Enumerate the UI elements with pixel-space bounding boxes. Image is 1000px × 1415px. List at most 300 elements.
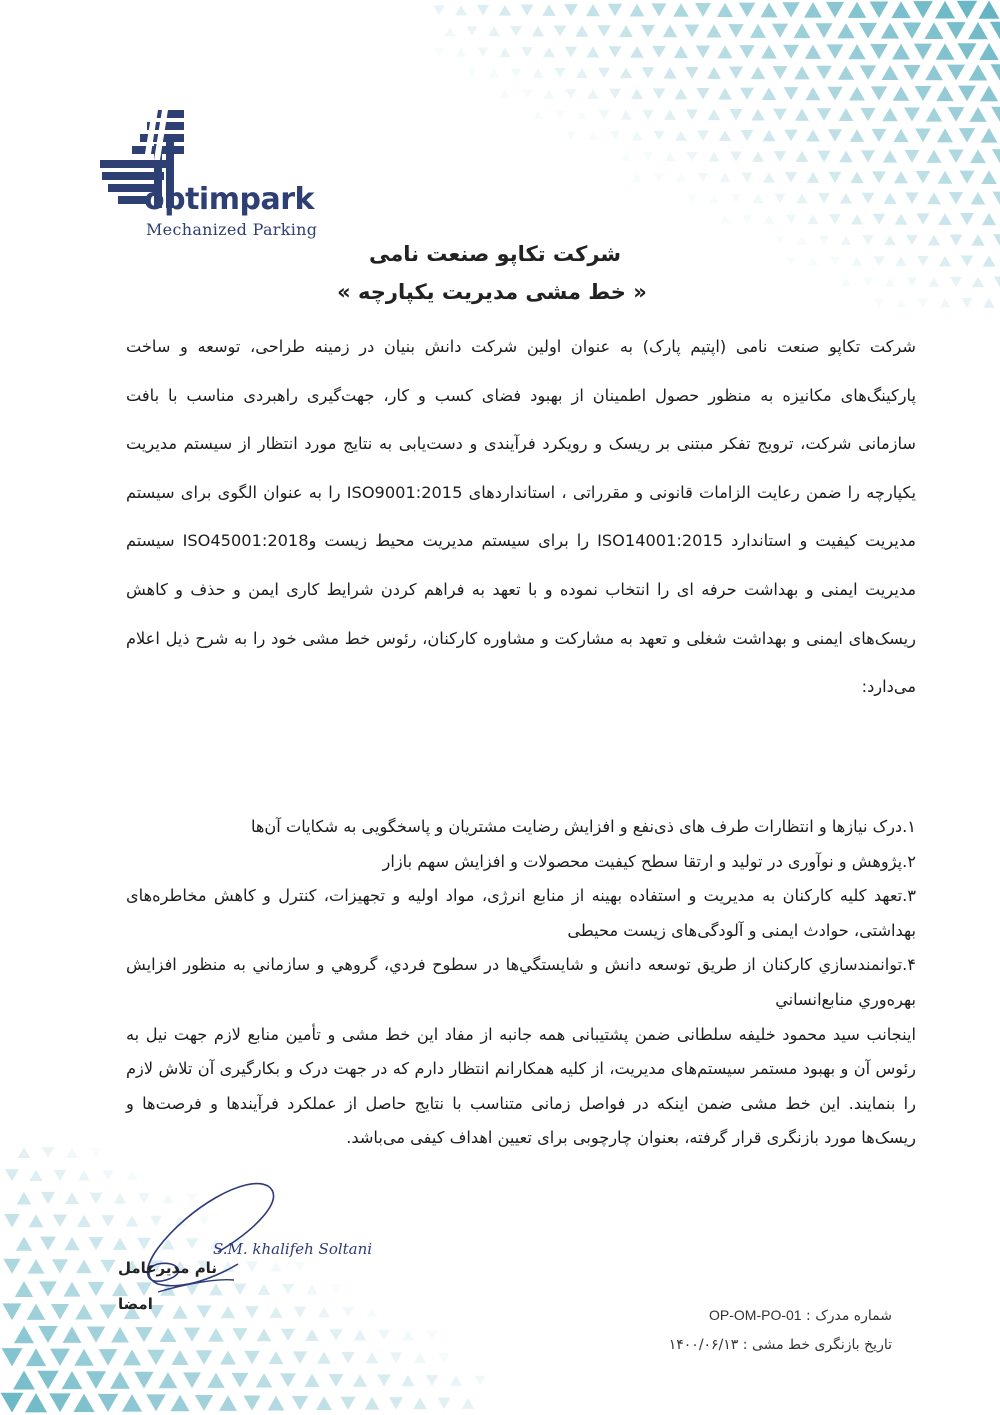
pattern-triangle (949, 192, 963, 204)
pattern-triangle (706, 24, 721, 37)
pattern-triangle (774, 151, 786, 162)
pattern-triangle (100, 1260, 115, 1273)
closing-paragraph: اینجانب سید محمود خلیفه سلطانی ضمن پشتیبانی همه جانبه از مفاد این خط مشی و تأمین منابع لازم جهت نیل به رئوس آن و بهبود مستمر سیستم‌های مدیریت، از کلیه همکارانم انتظار دارم که در جهت درک و بکارگیری آن تلاش لازم را بنمایند. این خط مشی ضمن اینکه در فواصل زمانی متناسب با نتایج حاصل از عملکرد فرآیندها و فرصت‌ها و ریسک‌ها مورد بازنگری قرار گرفته، بعنوان چارچوبی برای تعیین اهداف کیفی می‌باشد. (126, 1024, 916, 1148)
pattern-triangle (642, 110, 654, 120)
pattern-triangle (304, 1374, 319, 1387)
pattern-triangle (39, 1281, 57, 1296)
pattern-triangle (750, 24, 766, 38)
pattern-triangle (698, 173, 709, 182)
pattern-triangle (293, 1351, 308, 1364)
pattern-triangle (883, 150, 897, 163)
pattern-triangle (947, 65, 965, 81)
pattern-triangle (957, 43, 976, 60)
pattern-triangle (135, 1327, 152, 1342)
pattern-triangle (795, 108, 809, 120)
pattern-triangle (816, 66, 832, 80)
pattern-triangle (881, 65, 898, 80)
pattern-triangle (183, 1372, 201, 1388)
pattern-triangle (564, 4, 578, 16)
pattern-triangle (663, 67, 676, 78)
review-date-value: ۱۴۰۰/۰۶/۱۳ (668, 1337, 739, 1353)
pattern-triangle (456, 48, 466, 57)
pattern-triangle (632, 131, 643, 140)
pattern-triangle (195, 1395, 213, 1411)
pattern-triangle (64, 1237, 79, 1250)
pattern-triangle (588, 131, 598, 140)
pattern-triangle (98, 1394, 119, 1412)
pattern-triangle (950, 277, 962, 287)
pattern-triangle (664, 110, 676, 120)
pattern-triangle (110, 1372, 130, 1389)
pattern-triangle (971, 234, 984, 246)
pattern-triangle (16, 1236, 33, 1250)
pattern-triangle (829, 214, 841, 224)
pattern-triangle (377, 1375, 391, 1387)
pattern-triangle (77, 1215, 91, 1227)
doc-number-row (572, 1300, 892, 1330)
pattern-triangle (805, 87, 820, 100)
pattern-triangle (740, 88, 754, 100)
pattern-triangle (663, 25, 678, 38)
pattern-triangle (577, 110, 587, 119)
pattern-triangle (742, 215, 752, 224)
pattern-triangle (796, 193, 808, 203)
pattern-triangle (762, 130, 775, 141)
pattern-triangle (794, 66, 809, 79)
pattern-triangle (665, 152, 676, 161)
pattern-triangle (147, 1350, 165, 1365)
pattern-triangle (366, 1352, 379, 1363)
pattern-triangle (641, 25, 655, 37)
pattern-triangle (992, 149, 1000, 163)
pattern-triangle (643, 152, 653, 161)
pattern-triangle (41, 1192, 55, 1204)
pattern-triangle (983, 298, 995, 308)
pattern-triangle (268, 1351, 283, 1364)
pattern-triangle (914, 86, 931, 101)
pattern-triangle (37, 1371, 58, 1390)
pattern-triangle (960, 213, 974, 225)
list-item: ۱.درک نیازها و انتظارات طرف های ذی‌نفع و افزایش رضایت مشتریان و پاسخگویی به شکایات آن‌ها (250, 817, 916, 836)
pattern-triangle (872, 171, 886, 183)
pattern-triangle (926, 150, 941, 163)
pattern-triangle (782, 2, 799, 17)
pattern-triangle (786, 257, 796, 265)
pattern-triangle (783, 45, 799, 59)
pattern-triangle (522, 89, 532, 98)
pattern-triangle (894, 171, 908, 183)
pattern-triangle (827, 44, 844, 59)
pattern-triangle (730, 151, 742, 161)
pattern-triangle (848, 44, 865, 59)
pattern-triangle (220, 1351, 236, 1365)
pattern-triangle (90, 1148, 101, 1158)
pattern-triangle (862, 193, 875, 204)
pattern-triangle (466, 26, 477, 36)
pattern-triangle (775, 236, 785, 245)
pattern-triangle (632, 173, 642, 181)
pattern-triangle (848, 2, 867, 18)
pattern-triangle (66, 1147, 78, 1157)
pattern-triangle (939, 256, 951, 267)
pattern-triangle (917, 256, 929, 266)
pattern-triangle (62, 1371, 83, 1389)
pattern-triangle (772, 66, 787, 79)
pattern-triangle (885, 277, 895, 286)
pattern-triangle (796, 151, 809, 162)
pattern-triangle (896, 299, 906, 308)
doc-number-label: شماره مدرک : (806, 1308, 892, 1324)
pattern-triangle (102, 1170, 114, 1180)
pattern-triangle (434, 48, 444, 57)
pattern-triangle (305, 1329, 319, 1341)
pattern-triangle (256, 1373, 273, 1387)
pattern-triangle (849, 87, 865, 101)
page-title: شرکت تکاپو صنعت نامی (368, 242, 622, 266)
pattern-triangle (892, 44, 910, 60)
pattern-triangle (292, 1396, 308, 1410)
pattern-triangle (739, 3, 756, 18)
pattern-triangle (950, 234, 963, 245)
pattern-triangle (928, 235, 940, 246)
pattern-triangle (511, 68, 522, 77)
pattern-triangle (753, 194, 764, 203)
pattern-triangle (455, 5, 467, 15)
pattern-triangle (774, 194, 785, 204)
pattern-triangle (437, 1398, 450, 1409)
pattern-triangle (171, 1350, 188, 1365)
pattern-triangle (354, 1330, 367, 1341)
pattern-triangle (543, 47, 555, 57)
pattern-triangle (621, 152, 631, 161)
pattern-triangle (980, 85, 998, 101)
pattern-triangle (28, 1259, 45, 1274)
pattern-triangle (891, 1, 910, 18)
pattern-triangle (510, 26, 522, 36)
pattern-triangle (467, 69, 477, 78)
pattern-triangle (741, 130, 754, 141)
pattern-triangle (906, 235, 918, 246)
doc-number-value: OP-OM-PO-01 (709, 1307, 802, 1323)
pattern-triangle (808, 257, 818, 266)
pattern-triangle (268, 1396, 285, 1411)
pattern-triangle (28, 1214, 43, 1227)
list-item: ۴.توانمندسازي كاركنان از طريق توسعه دانش و شايستگي‌ها در سطوح فردي، گروهي و سازماني به منظور افزايش بهره‌وري منابع‌انساني (126, 955, 916, 1009)
pattern-triangle (860, 108, 875, 121)
pattern-triangle (752, 151, 764, 162)
pattern-triangle (863, 278, 873, 287)
pattern-triangle (827, 87, 843, 101)
pattern-triangle (610, 131, 620, 140)
pattern-triangle (685, 67, 699, 79)
pattern-triangle (940, 298, 951, 307)
pattern-triangle (89, 1237, 104, 1250)
pattern-triangle (685, 24, 700, 37)
pattern-triangle (773, 109, 787, 121)
pattern-triangle (673, 3, 689, 17)
pattern-triangle (99, 1349, 118, 1365)
pattern-triangle (426, 1375, 439, 1386)
pattern-triangle (62, 1326, 81, 1343)
pattern-triangle (675, 88, 688, 99)
pattern-triangle (74, 1349, 93, 1366)
pattern-triangle (620, 67, 632, 78)
pattern-triangle (969, 64, 988, 80)
pattern-triangle (14, 1326, 34, 1343)
pattern-triangle (586, 4, 600, 16)
pattern-triangle (86, 1371, 106, 1389)
pattern-triangle (993, 192, 1000, 205)
pattern-triangle (257, 1328, 272, 1341)
pattern-triangle (15, 1281, 33, 1297)
pattern-triangle (829, 172, 842, 183)
pattern-triangle (935, 1, 955, 19)
pattern-triangle (905, 192, 918, 204)
pattern-triangle (488, 26, 499, 36)
pattern-triangle (981, 170, 997, 184)
pattern-triangle (957, 1, 978, 19)
pattern-triangle (839, 150, 853, 162)
pattern-triangle (608, 4, 622, 17)
pattern-triangle (26, 1348, 46, 1366)
pattern-triangle (981, 128, 998, 143)
pattern-triangle (881, 23, 899, 39)
pattern-triangle (915, 129, 931, 143)
pattern-triangle (533, 68, 544, 78)
pattern-triangle (937, 128, 953, 142)
pattern-triangle (477, 5, 489, 16)
pattern-triangle (936, 86, 953, 101)
pattern-triangle (674, 46, 688, 58)
pattern-triangle (709, 194, 719, 203)
company-logo (92, 104, 352, 244)
pattern-triangle (817, 108, 832, 121)
pattern-triangle (708, 109, 721, 120)
pattern-triangle (717, 45, 732, 58)
pattern-triangle (87, 1327, 105, 1343)
pattern-triangle (961, 256, 974, 267)
pattern-triangle (958, 86, 976, 102)
pattern-triangle (631, 89, 643, 100)
pattern-triangle (123, 1349, 141, 1365)
pattern-triangle (913, 1, 933, 18)
list-item: ۳.تعهد کلیه کارکنان به مدیریت و استفاده بهینه از منابع انرژی، مواد اولیه و تجهیزات، کنترل و کاهش مخاطره‌های بهداشتی، حوادث ایمنی و آلودگی‌های زیست محیطی (126, 886, 916, 940)
pattern-triangle (959, 171, 974, 184)
pattern-triangle (873, 256, 884, 266)
pattern-triangle (438, 1353, 449, 1363)
pattern-triangle (619, 25, 633, 37)
pattern-triangle (111, 1327, 129, 1343)
pattern-triangle (414, 1353, 426, 1363)
pattern-triangle (597, 25, 610, 37)
pattern-triangle (687, 152, 698, 162)
pattern-triangle (924, 22, 943, 39)
pattern-triangle (948, 107, 965, 122)
pattern-triangle (838, 66, 854, 80)
pattern-triangle (353, 1374, 367, 1386)
pattern-triangle (828, 129, 842, 141)
pattern-triangle (281, 1329, 295, 1341)
pattern-triangle (390, 1352, 402, 1363)
pattern-triangle (794, 23, 811, 38)
pattern-triangle (862, 235, 873, 245)
pattern-triangle (402, 1330, 413, 1340)
brand-name: optimpark (144, 182, 314, 217)
pattern-triangle (786, 215, 797, 224)
pattern-triangle (991, 64, 1000, 80)
pattern-triangle (389, 1397, 403, 1409)
pattern-triangle (243, 1396, 260, 1411)
policy-items-list (126, 810, 916, 1156)
pattern-triangle (925, 65, 943, 80)
pattern-triangle (839, 108, 854, 121)
pattern-triangle (927, 192, 941, 204)
pattern-triangle (719, 173, 730, 183)
review-date-row (572, 1330, 892, 1360)
pattern-triangle (630, 46, 643, 58)
pattern-triangle (575, 25, 588, 36)
pattern-triangle (819, 236, 830, 245)
pattern-triangle (317, 1352, 331, 1364)
pattern-triangle (587, 46, 600, 57)
pattern-triangle (851, 214, 863, 224)
pattern-triangle (884, 235, 896, 245)
pattern-triangle (565, 89, 576, 99)
pattern-triangle (948, 150, 964, 164)
pattern-triangle (970, 149, 986, 163)
pattern-triangle (859, 23, 877, 39)
pattern-triangle (555, 111, 565, 120)
pattern-triangle (533, 111, 543, 119)
pattern-triangle (598, 68, 610, 78)
pattern-triangle (231, 1373, 248, 1388)
pattern-triangle (687, 194, 697, 202)
pattern-triangle (2, 1348, 23, 1366)
pattern-triangle (837, 23, 855, 38)
pattern-triangle (207, 1373, 225, 1388)
pattern-triangle (450, 1375, 462, 1386)
policy-intro-paragraph: شرکت تکاپو صنعت نامی (اپتیم پارک) به عنوان اولین شرکت دانش بنیان در زمینه طراحی، توسعه و ساخت پارکینگ‌های مکانیزه به منظور حصول اطمینان از بهبود فضای کسب و کار، جهت‌گیری راهبردی مناسب با بافت سازمانی شرکت، ترویج تفکر مبتنی بر ریسک و رویکرد فرآیندی و دست‌یابی به نتایج مورد انتظار از سیستم مدیریت یکپارچه را ضمن رعایت الزامات قانونی و مقرراتی ، استانداردهای ISO9001:2015 را به عنوان الگوی برای سیستم مدیریت کیفیت و استاندارد ISO14001:2015 را برای سیستم مدیریت محیط زیست وISO45001:2018 سیستم مدیریت ایمنی و بهداشت حرفه ای را انتخاب نموده و با تعهد به فراهم کردن شرایط کاری ایمن و حذف و کاهش ریسک‌های ایمنی و بهداشت شغلی و تعهد به مشارکت و مشاوره کارکنان، رئوس خط مشی خود را به شرح ذیل اعلام می‌دارد: (126, 337, 916, 697)
pattern-triangle (378, 1330, 390, 1340)
pattern-triangle (979, 43, 999, 60)
pattern-triangle (804, 2, 822, 18)
pattern-triangle (731, 194, 741, 203)
pattern-triangle (873, 214, 885, 225)
pattern-triangle (707, 67, 721, 79)
pattern-triangle (676, 173, 686, 182)
page-subtitle: « خط مشی مدیریت یکپارچه » (337, 280, 647, 304)
pattern-triangle (29, 1170, 42, 1182)
pattern-triangle (17, 1192, 32, 1205)
pattern-triangle (696, 88, 709, 100)
pattern-triangle (728, 24, 744, 38)
pattern-triangle (903, 23, 922, 39)
pattern-triangle (316, 1396, 332, 1410)
pattern-triangle (474, 1376, 486, 1386)
pattern-triangle (961, 298, 972, 308)
pattern-triangle (134, 1372, 153, 1389)
pattern-triangle (73, 1394, 94, 1412)
pattern-triangle (926, 107, 942, 121)
pattern-triangle (196, 1350, 213, 1365)
pattern-triangle (49, 1393, 71, 1412)
pattern-triangle (806, 129, 820, 141)
pattern-triangle (895, 256, 906, 266)
pattern-triangle (532, 26, 544, 37)
pattern-triangle (751, 66, 766, 79)
pattern-triangle (874, 299, 884, 307)
pattern-triangle (991, 107, 1000, 122)
pattern-triangle (5, 1169, 19, 1181)
pattern-triangle (642, 67, 655, 78)
pattern-triangle (1, 1393, 24, 1413)
pattern-triangle (938, 171, 953, 184)
pattern-triangle (54, 1170, 67, 1181)
pattern-triangle (818, 193, 830, 203)
pattern-triangle (565, 47, 577, 58)
pattern-triangle (717, 3, 733, 17)
pattern-triangle (587, 89, 598, 99)
pattern-triangle (99, 1304, 116, 1319)
pattern-triangle (918, 298, 929, 307)
pattern-triangle (2, 1303, 21, 1320)
pattern-triangle (990, 22, 1000, 40)
pattern-triangle (146, 1394, 166, 1411)
pattern-triangle (979, 1, 1000, 19)
pattern-triangle (903, 65, 920, 80)
pattern-triangle (599, 110, 610, 119)
pattern-triangle (893, 86, 910, 101)
pattern-triangle (78, 1170, 90, 1181)
pattern-triangle (63, 1282, 80, 1297)
pattern-triangle (686, 109, 698, 120)
pattern-triangle (826, 2, 844, 18)
pattern-triangle (653, 88, 666, 99)
pattern-triangle (630, 4, 645, 17)
pattern-triangle (365, 1397, 380, 1410)
list-item: ۲.پژوهش و نوآوری در تولید و ارتقا سطح کیفیت محصولات و افزایش سهم بازار (382, 851, 916, 871)
pattern-triangle (708, 152, 719, 162)
pattern-triangle (830, 257, 840, 266)
pattern-triangle (554, 26, 567, 37)
pattern-triangle (340, 1397, 355, 1410)
pattern-triangle (785, 172, 797, 183)
pattern-triangle (27, 1304, 46, 1320)
pattern-triangle (968, 22, 988, 39)
pattern-triangle (653, 131, 664, 141)
pattern-triangle (861, 150, 875, 162)
pattern-triangle (870, 44, 888, 59)
pattern-triangle (329, 1374, 344, 1387)
pattern-triangle (993, 234, 1000, 246)
pattern-triangle (841, 235, 852, 245)
pattern-triangle (871, 86, 887, 100)
pattern-triangle (122, 1394, 142, 1411)
pattern-triangle (40, 1237, 56, 1251)
pattern-triangle (232, 1328, 247, 1341)
pattern-triangle (972, 277, 984, 287)
pattern-triangle (893, 129, 908, 142)
pattern-triangle (401, 1375, 414, 1387)
pattern-triangle (219, 1395, 237, 1411)
signature-name: S.M. khalifeh Soltani (213, 1240, 373, 1258)
pattern-triangle (760, 2, 777, 17)
pattern-triangle (916, 171, 930, 184)
pattern-triangle (521, 47, 533, 57)
pattern-triangle (850, 129, 865, 142)
pattern-triangle (959, 128, 976, 142)
pattern-triangle (18, 1147, 31, 1158)
